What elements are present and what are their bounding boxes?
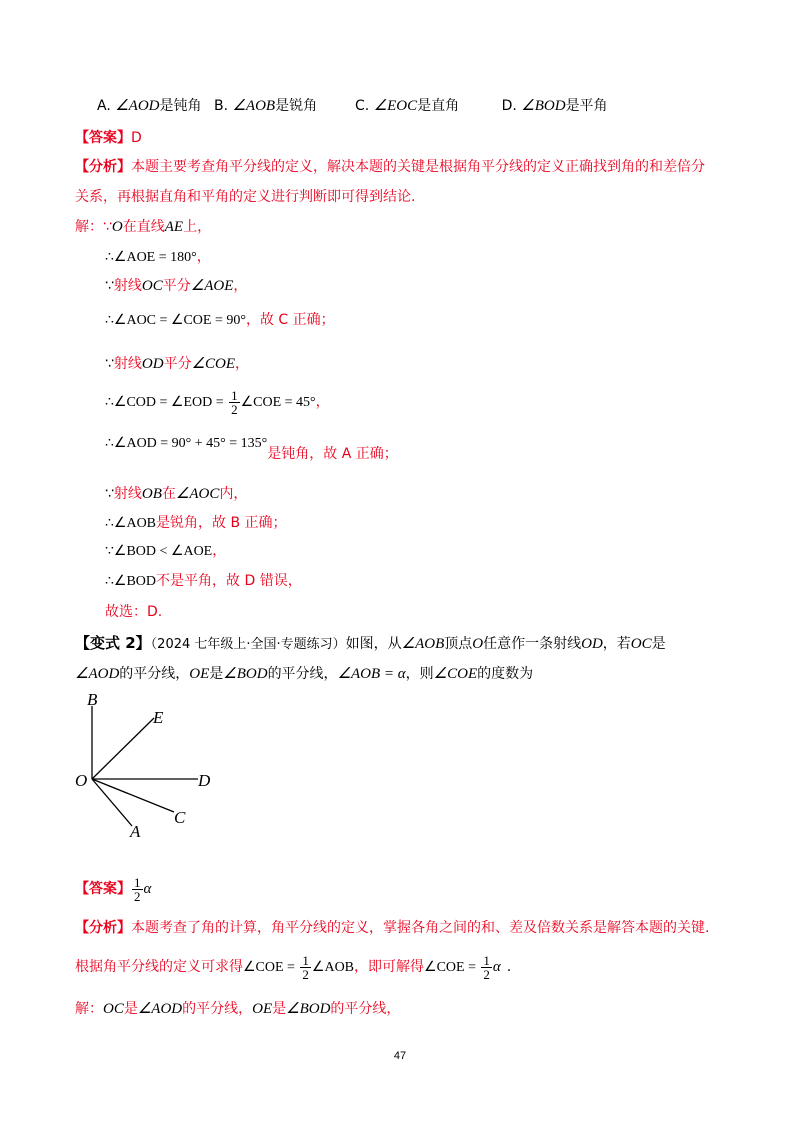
solution-1-step-12: [105, 602, 162, 622]
solution-text: 的平分线，: [182, 1001, 253, 1017]
step-prefix: ∵: [105, 278, 114, 294]
step-math: ∴∠AOD = 90° + 45° = 135°: [105, 436, 268, 451]
step-text: ，: [235, 356, 250, 372]
solution-1-step-5: [105, 354, 249, 374]
option-d-label: D.: [501, 98, 517, 114]
angle-diagram: [70, 688, 230, 843]
analysis-text: 本题考查了角的计算，角平分线的定义，掌握各角之间的和、差及倍数关系是解答本题的关键.: [131, 920, 710, 936]
analysis-text: 根据角平分线的定义可求得: [75, 959, 243, 975]
variant-text: 是: [651, 636, 666, 652]
variant-tag: 【变式 2】: [75, 634, 151, 652]
analysis-math: ∠COE =: [243, 960, 295, 975]
answer-tag: 【答案】: [75, 881, 131, 897]
variant-math: OC: [630, 636, 652, 652]
solution-1-step-1: [75, 217, 211, 237]
step-math: ∠AOE: [190, 278, 234, 294]
variant-math: OE: [189, 666, 210, 682]
step-text: 内，: [219, 486, 248, 502]
solution-text: 是: [123, 1001, 138, 1017]
solution-2-line-1: [75, 999, 400, 1019]
step-text: 不是平角，故 D 错误，: [156, 573, 302, 589]
step-text: ，: [196, 249, 211, 265]
step-prefix: ∵: [105, 486, 114, 502]
answer-value: D: [131, 130, 142, 146]
variant-math: ∠COE: [433, 666, 478, 682]
analysis-text: .: [506, 959, 512, 975]
step-text: 射线: [113, 356, 142, 372]
step-math: ∠COE: [191, 356, 236, 372]
analysis-tag: 【分析】: [75, 159, 131, 175]
fraction-one-half: $\frac{1}{2}$: [231, 387, 238, 417]
variant-text: 顶点: [444, 636, 473, 652]
option-a-label: A.: [97, 98, 111, 114]
option-b-text: 是锐角: [275, 98, 318, 114]
variant-text: 的度数为: [477, 666, 534, 682]
solution-math: ∠AOD: [137, 1001, 183, 1017]
solution-1-step-8: [105, 484, 247, 504]
step-text: 是锐角，故 B 正确；: [156, 515, 287, 531]
solution-1-step-6: [105, 385, 330, 420]
step-text: 射线: [113, 486, 142, 502]
step-math: ∴∠AOB: [105, 516, 157, 531]
step-prefix: ∵: [105, 356, 114, 372]
solution-text: 是: [272, 1001, 287, 1017]
label-o: O: [75, 771, 88, 790]
step-text: 平分: [163, 356, 192, 372]
step-math: ∴∠AOE = 180°: [105, 250, 197, 265]
solution-1-step-9: [105, 513, 287, 534]
variant-math: ∠AOB: [401, 636, 445, 652]
step-math: ∴∠AOC = ∠COE = 90°: [105, 313, 246, 328]
step-text: 是钝角，故 A 正确；: [267, 446, 398, 462]
variant-text: 的平分线，: [267, 666, 338, 682]
options-line: [97, 96, 317, 116]
fraction-one-half: $\frac{1}{2}$: [302, 952, 309, 982]
step-text: 故选：D.: [105, 604, 163, 620]
option-c-math: ∠EOC: [373, 98, 418, 114]
step-math: O: [111, 219, 123, 235]
step-math: OD: [141, 356, 164, 372]
variant-text: ，若: [602, 636, 631, 652]
variant-text: 是: [209, 666, 224, 682]
solution-prefix: 解：: [75, 1001, 103, 1017]
variant-text: ，则: [405, 666, 434, 682]
variant-2-line-2: [75, 664, 533, 684]
solution-text: 的平分线，: [330, 1001, 401, 1017]
option-b-math: ∠AOB: [232, 98, 276, 114]
option-a-text: 是钝角: [159, 98, 202, 114]
step-math: ∵∠BOD < ∠AOE: [105, 544, 213, 559]
variant-2-line-1: [75, 633, 666, 655]
option-c-label: C.: [355, 98, 370, 114]
option-d-text: 是平角: [565, 98, 608, 114]
solution-math: OE: [252, 1001, 273, 1017]
answer-tag: 【答案】: [75, 130, 131, 146]
solution-1-step-3: [105, 276, 247, 296]
variant-math: OD: [581, 636, 603, 652]
variant-text: 任意作一条射线: [483, 636, 582, 652]
variant-text: 的平分线，: [119, 666, 190, 682]
step-math: ∠COE = 45°: [240, 395, 316, 410]
fraction-one-half: $\frac{1}{2}$: [483, 952, 490, 982]
step-text: 上，: [183, 219, 212, 235]
variant-math: ∠AOD: [75, 666, 120, 682]
variant-math: ∠BOD: [223, 666, 268, 682]
analysis-text: ，即可解得: [354, 959, 425, 975]
analysis-text: 关系，再根据直角和平角的定义进行判断即可得到结论.: [75, 189, 416, 205]
variant-source: （2024 七年级上·全国·专题练习）: [150, 637, 346, 652]
variant-math: O: [472, 636, 484, 652]
step-math: OC: [141, 278, 163, 294]
step-math: ∠AOC: [175, 486, 220, 502]
page-number: 47: [393, 1050, 407, 1062]
analysis-2-line-2: [75, 950, 511, 985]
alpha-symbol: α: [492, 959, 501, 975]
option-d-math: ∠BOD: [521, 98, 566, 114]
step-prefix: 解：∵: [75, 219, 112, 235]
solution-math: ∠BOD: [286, 1001, 331, 1017]
option-c-text: 是直角: [417, 98, 460, 114]
step-math: AE: [164, 219, 184, 235]
step-text: ，: [315, 394, 330, 410]
answer-1: [75, 128, 142, 148]
analysis-1-line-2: [75, 187, 415, 207]
option-a-math: ∠AOD: [115, 98, 160, 114]
step-math: ∴∠COD = ∠EOD =: [105, 395, 224, 410]
solution-1-step-7: [105, 434, 398, 462]
solution-1-step-2: [105, 247, 211, 268]
step-text: 射线: [113, 278, 142, 294]
alpha-symbol: α: [143, 881, 152, 897]
step-text: ，故 C 正确；: [245, 312, 335, 328]
fraction-one-half: $\frac{1}{2}$: [134, 874, 141, 904]
solution-1-step-11: [105, 571, 302, 592]
label-e: E: [153, 708, 164, 727]
step-text: 平分: [162, 278, 191, 294]
options-line-cd: [355, 96, 608, 116]
solution-1-step-10: [105, 541, 226, 562]
ray-oe: [92, 718, 154, 779]
step-text: ，: [233, 278, 248, 294]
solution-math: OC: [103, 1001, 124, 1017]
ray-oc: [92, 779, 174, 812]
step-text: 在: [161, 486, 176, 502]
label-b: B: [87, 690, 98, 709]
step-text: ，: [212, 543, 227, 559]
solution-1-step-4: [105, 310, 335, 331]
label-d: D: [198, 771, 211, 790]
step-math: OB: [141, 486, 162, 502]
analysis-2-line-1: [75, 918, 709, 938]
answer-2: [75, 872, 151, 906]
analysis-text: 本题主要考查角平分线的定义，解决本题的关键是根据角平分线的定义正确找到角的和差倍分: [131, 159, 705, 175]
ray-oa: [92, 779, 132, 826]
analysis-math: ∠COE =: [424, 960, 476, 975]
variant-math: ∠AOB = α: [337, 666, 406, 682]
label-c: C: [174, 808, 186, 827]
step-text: 在直线: [122, 219, 165, 235]
analysis-math: ∠AOB: [311, 960, 355, 975]
variant-text: 如图，从: [345, 636, 402, 652]
analysis-1-line-1: [75, 157, 705, 177]
option-b-label: B.: [213, 98, 229, 114]
step-math: ∴∠BOD: [105, 574, 157, 589]
label-a: A: [130, 822, 141, 841]
analysis-tag: 【分析】: [75, 920, 131, 936]
